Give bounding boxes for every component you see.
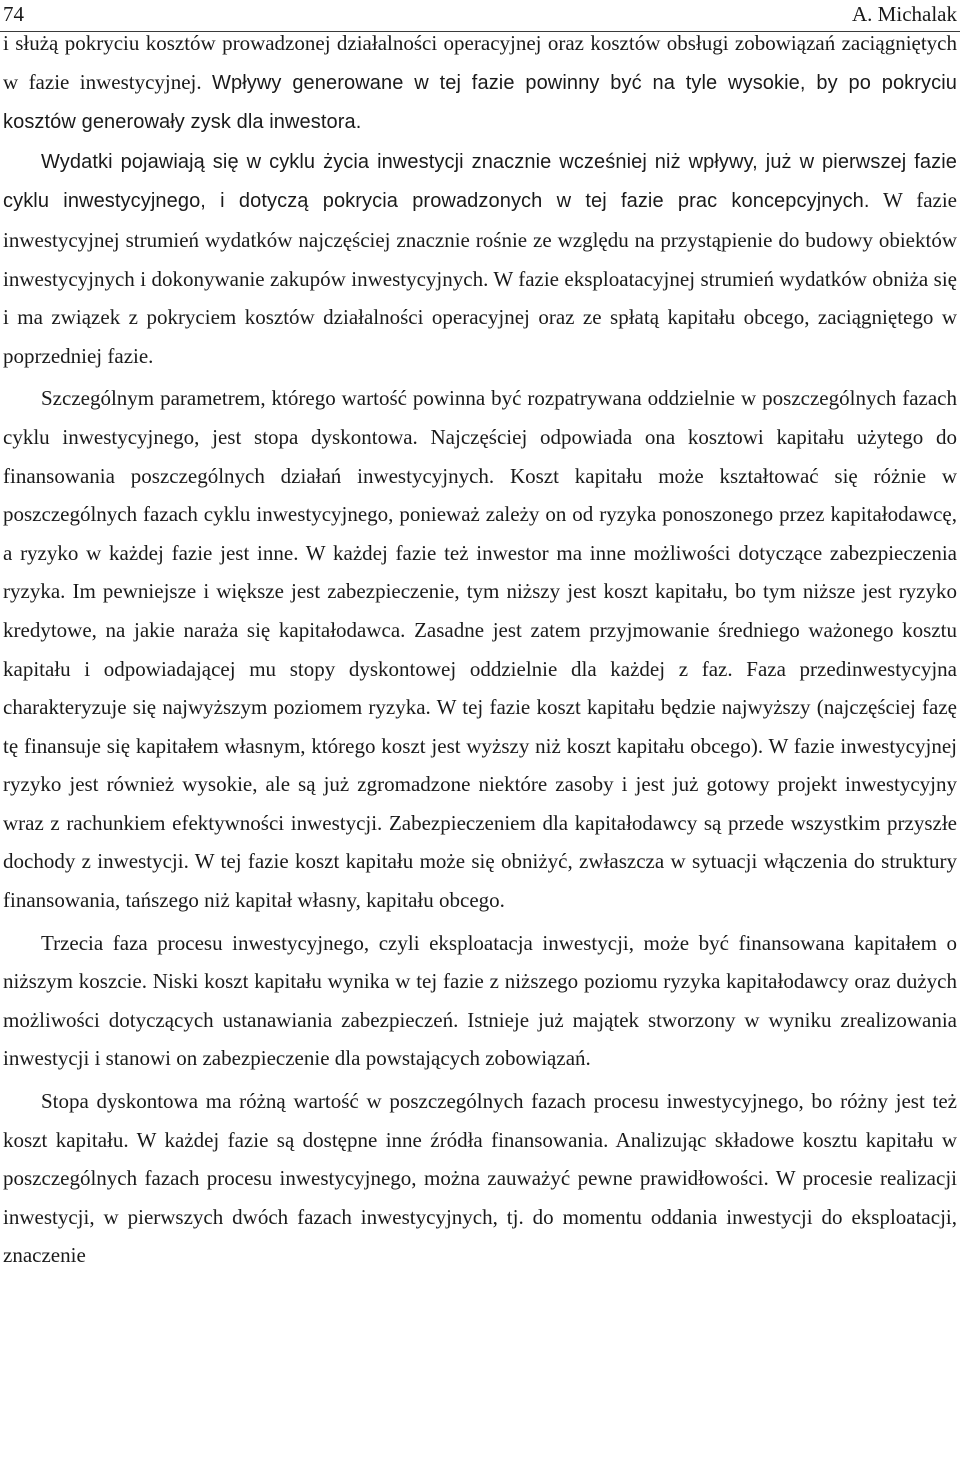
paragraph-3-run-1: Szczególnym parametrem, którego wartość powinna być rozpatrywana oddzielnie w poszczególnych fazach cyklu inwestycyjnego, jest stopa dyskontowa. Najczęściej odpowiada ona kosztowi kapitału użytego do finansowania poszczególnych działań inwestycyjnych. Koszt kapitału może kształtować się różnie w poszczególnych fazach cyklu inwestycyjnego, ponieważ zależy on od ryzyka ponoszonego przez kapitałodawcę, a ryzyko w każdej fazie jest inne. W każdej fazie też inwestor ma inne możliwości dotyczące zabezpieczenia ryzyka. Im pewniejsze i większe jest zabezpieczenie, tym niższy jest koszt kapitału, bo tym niższe jest ryzyko kredytowe, na jakie naraża się kapitałodawca. Zasadne jest zatem przyjmowanie średniego ważonego kosztu kapitału i odpowiadającej mu stopy dyskontowej oddzielnie dla każdej z faz. Faza przedinwestycyjna charakteryzuje się najwyższym poziomem ryzyka. W tej fazie koszt kapitału będzie najwyższy (najczęściej fazę tę finansuje się kapitałem własnym, którego koszt jest wyższy niż koszt kapitału obcego). W fazie inwestycyjnej ryzyko jest również wysokie, ale są już zgromadzone niektóre zasoby i jest już gotowy projekt inwestycyjny wraz z rachunkiem efektywności inwestycji. Zabezpieczeniem dla kapitałodawcy są przede wszystkim przyszłe dochody z inwestycji. W tej fazie koszt kapitału może się obniżyć, zwłaszcza w sytuacji włączenia do struktury finansowania, tańszego niż kapitał własny, kapitału obcego.	[3, 386, 957, 913]
paragraph-1-run-2: Wpływy generowane w tej fazie powinny być na tyle wysokie, by po pokryciu kosztów generowały zysk dla inwestora.	[3, 71, 958, 134]
body-text	[3, 24, 957, 1275]
paragraph-5	[3, 1082, 957, 1275]
paragraph-4	[3, 924, 957, 1078]
paragraph-5-run-1: Stopa dyskontowa ma różną wartość w poszczególnych fazach procesu inwestycyjnego, bo różny jest też koszt kapitału. W każdej fazie są dostępne inne źródła finansowania. Analizując składowe kosztu kapitału w poszczególnych fazach procesu inwestycyjnego, można zauważyć pewne prawidłowości. W procesie realizacji inwestycji, w pierwszych dwóch fazach inwestycyjnych, tj. do momentu oddania inwestycji do eksploatacji, znaczenie	[3, 1089, 957, 1268]
page-number: 74	[3, 2, 24, 26]
paragraph-2-run-1: Wydatki pojawiają się w cyklu życia inwestycji znacznie wcześniej niż wpływy, już w pierwszej fazie cyklu inwestycyjnego, i dotyczą pokrycia prowadzonych w tej fazie prac koncepcyjnych.	[3, 150, 957, 213]
running-header-author: A. Michalak	[852, 2, 957, 26]
paragraph-1	[3, 24, 957, 142]
paragraph-2-run-2: W fazie inwestycyjnej strumień wydatków najczęściej znacznie rośnie ze względu na przystąpienie do budowy obiektów inwestycyjnych i dokonywanie zakupów inwestycyjnych. W fazie eksploatacyjnej strumień wydatków obniża się i ma związek z pokryciem kosztów działalności operacyjnej oraz ze spłatą kapitału obcego, zaciągniętego w poprzedniej fazie.	[3, 188, 957, 368]
paragraph-2	[3, 142, 957, 376]
paragraph-1-run-1: i służą pokryciu kosztów prowadzonej działalności operacyjnej oraz kosztów obsługi zobowiązań zaciągniętych w fazie inwestycyjnej.	[3, 31, 957, 94]
paragraph-3	[3, 379, 957, 919]
paragraph-4-run-1: Trzecia faza procesu inwestycyjnego, czyli eksploatacja inwestycji, może być finansowana kapitałem o niższym koszcie. Niski koszt kapitału wynika w tej fazie z niższego poziomu ryzyka kapitałodawcy oraz dużych możliwości dotyczących ustanawiania zabezpieczeń. Istnieje już majątek stworzony w wyniku zrealizowania inwestycji i stanowi on zabezpieczenie dla powstających zobowiązań.	[3, 930, 957, 1071]
